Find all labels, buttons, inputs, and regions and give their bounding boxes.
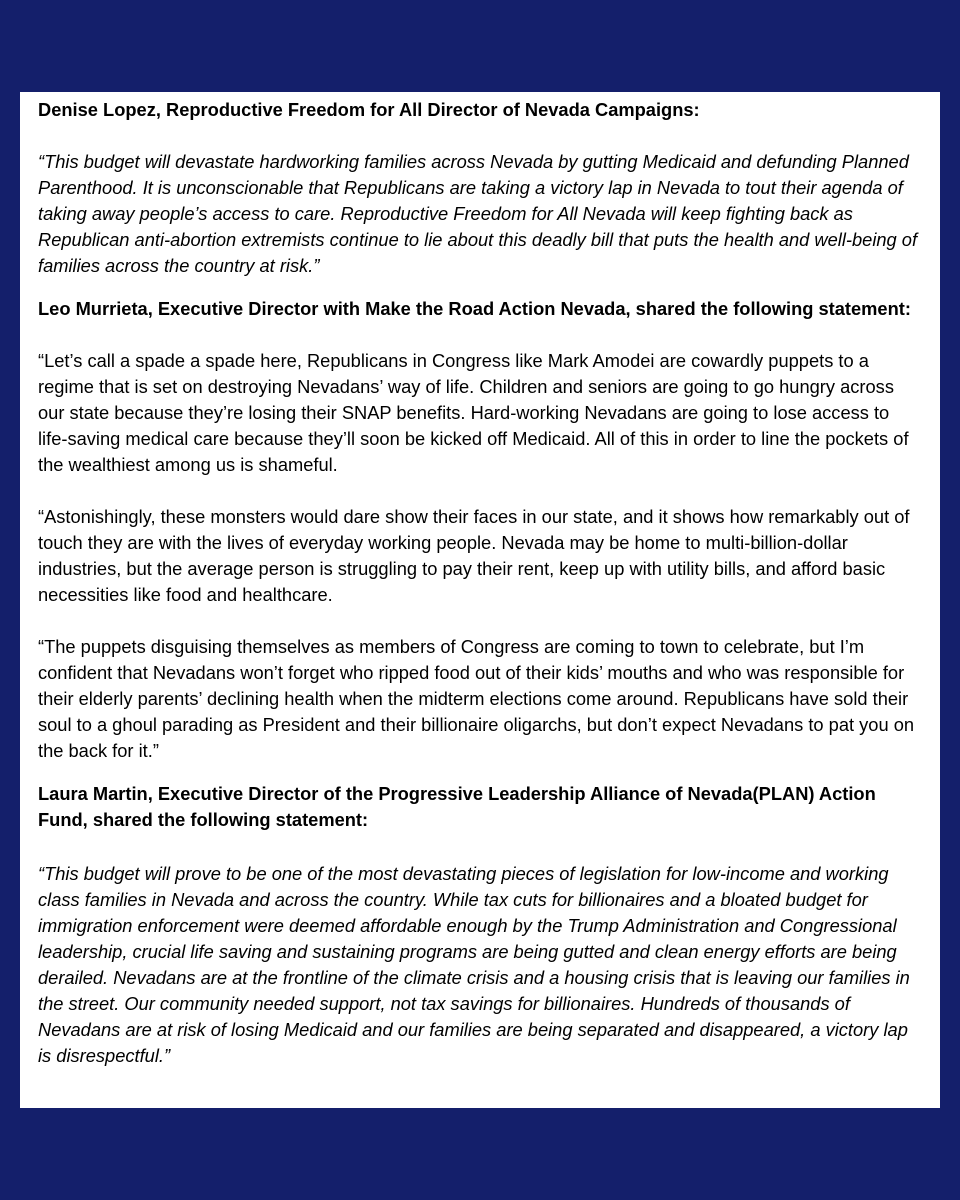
statement-card: [20, 92, 940, 1108]
quote-leo-murrieta-part-2: “Astonishingly, these monsters would dare show their faces in our state, and it shows how remarkably out of touch they are with the lives of everyday working people. Nevada may be home to multi-billion-dollar industries, but the average person is struggling to pay their rent, keep up with utility bills, and afford basic necessities like food and healthcare.: [38, 506, 910, 605]
speaker-heading-laura-martin: Laura Martin, Executive Director of the Progressive Leadership Alliance of Nevada(PLAN) Action Fund, shared the following statement:: [38, 783, 876, 830]
quote-leo-murrieta-part-1: “Let’s call a spade a spade here, Republicans in Congress like Mark Amodei are cowardly puppets to a regime that is set on destroying Nevadans’ way of life. Children and seniors are going to go hungry across our state because they’re losing their SNAP benefits. Hard-working Nevadans are going to lose access to life-saving medical care because they’ll soon be kicked off Medicaid. All of this in order to line the pockets of the wealthiest among us is shameful.: [38, 350, 909, 475]
quote-denise-lopez: “This budget will devastate hardworking families across Nevada by gutting Medicaid and defunding Planned Parenthood. It is unconscionable that Republicans are taking a victory lap in Nevada to tout their agenda of taking away people’s access to care. Reproductive Freedom for All Nevada will keep fighting back as Republican anti-abortion extremists continue to lie about this deadly bill that puts the health and well-being of families across the country at risk.”: [38, 151, 918, 276]
quote-laura-martin: “This budget will prove to be one of the most devastating pieces of legislation for low-income and working class families in Nevada and across the country. While tax cuts for billionaires and a bloated budget for immigration enforcement were deemed affordable enough by the Trump Administration and Congressional leadership, crucial life saving and sustaining programs are being gutted and clean energy efforts are being derailed. Nevadans are at the frontline of the climate crisis and a housing crisis that is leaving our families in the street. Our community needed support, not tax savings for billionaires. Hundreds of thousands of Nevadans are at risk of losing Medicaid and our families are being separated and disappeared, a victory lap is disrespectful.”: [38, 863, 910, 1066]
speaker-heading-leo-murrieta: Leo Murrieta, Executive Director with Make the Road Action Nevada, shared the following statement:: [38, 298, 911, 319]
speaker-heading-denise-lopez: Denise Lopez, Reproductive Freedom for All Director of Nevada Campaigns:: [38, 99, 700, 120]
quote-leo-murrieta-part-3: “The puppets disguising themselves as members of Congress are coming to town to celebrate, but I’m confident that Nevadans won’t forget who ripped food out of their kids’ mouths and who was responsible for their elderly parents’ declining health when the midterm elections come around. Republicans have sold their soul to a ghoul parading as President and their billionaire oligarchs, but don’t expect Nevadans to pat you on the back for it.”: [38, 636, 915, 761]
